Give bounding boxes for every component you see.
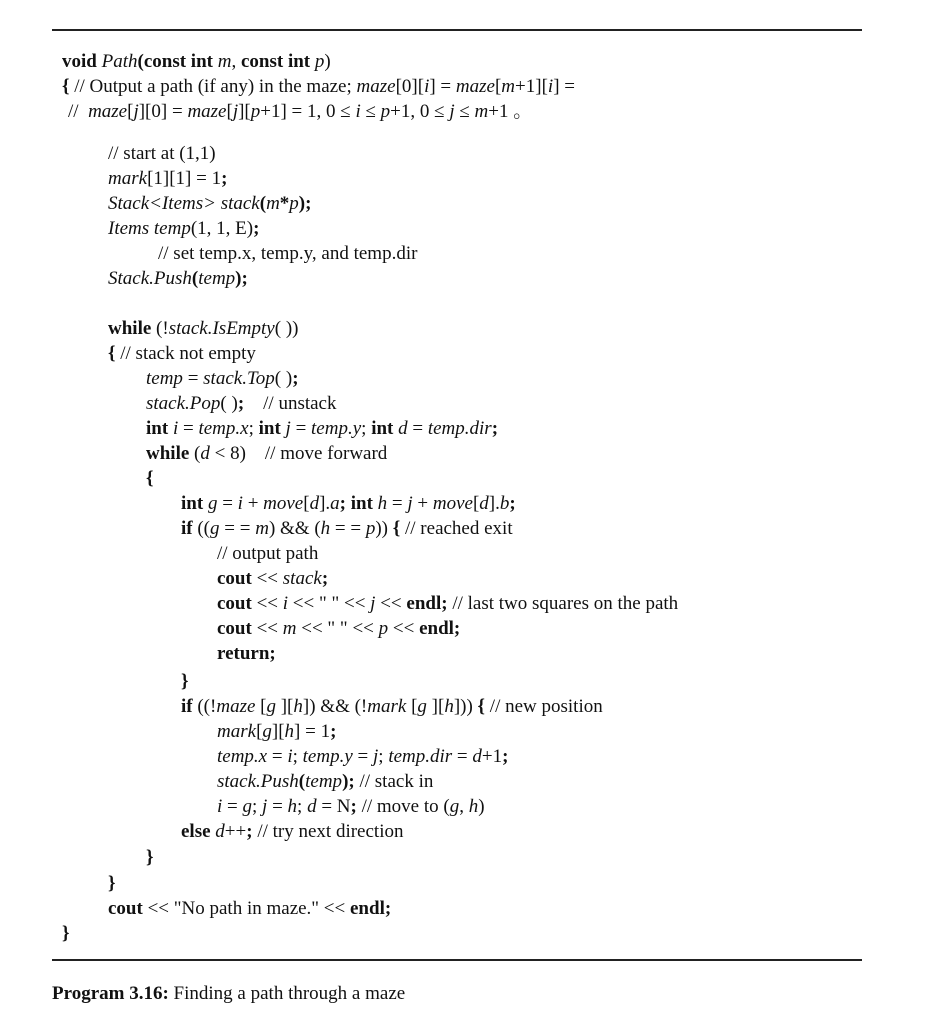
code-token: } — [108, 873, 116, 894]
code-token: , — [459, 796, 469, 817]
code-token: = — [352, 746, 373, 767]
code-token: { — [472, 696, 490, 717]
code-token: ])) — [453, 696, 473, 717]
code-token: ( ) — [274, 368, 293, 389]
code-token: p — [378, 618, 389, 639]
code-token: maze — [88, 101, 128, 122]
code-line — [181, 492, 516, 516]
code-token: ][ — [271, 721, 285, 742]
code-token: return; — [217, 643, 276, 664]
code-line — [217, 617, 460, 641]
code-line — [217, 642, 276, 666]
code-token: ; — [361, 418, 372, 439]
code-line — [62, 922, 70, 946]
code-token: maze — [187, 101, 227, 122]
code-token: i — [424, 76, 430, 97]
code-token: i — [282, 593, 289, 614]
code-line — [181, 517, 513, 541]
code-line — [146, 417, 498, 441]
code-token: j — [285, 418, 291, 439]
code-token: ( )) — [274, 318, 299, 339]
code-token: = — [452, 746, 473, 767]
code-token: j — [373, 746, 379, 767]
code-token: m — [282, 618, 297, 639]
code-token: ; — [297, 796, 308, 817]
code-token: // last two squares on the path — [452, 593, 679, 614]
code-token: = — [387, 493, 408, 514]
code-line — [181, 820, 403, 844]
code-token: ][0] = — [138, 101, 188, 122]
code-token: < 8) // move forward — [209, 443, 388, 464]
code-token: i — [287, 746, 293, 767]
code-token: { — [146, 468, 154, 489]
code-token: i — [355, 101, 361, 122]
code-token: ]. — [319, 493, 331, 514]
code-token: << — [375, 593, 407, 614]
code-token: j — [232, 101, 239, 122]
code-token: ++ — [224, 821, 247, 842]
code-token: = — [407, 418, 428, 439]
code-token: // output path — [217, 543, 319, 564]
code-line — [217, 795, 485, 819]
code-token: ; — [252, 796, 263, 817]
code-token: p — [250, 101, 261, 122]
code-token: ; — [292, 746, 303, 767]
code-token: // start at (1,1) — [108, 143, 216, 164]
code-token: = = — [219, 518, 256, 539]
code-token: m — [501, 76, 516, 97]
code-token: +1, 0 ≤ — [390, 101, 450, 122]
code-token: ( — [259, 193, 267, 214]
code-line — [108, 317, 298, 341]
code-token: ] = 1 — [294, 721, 331, 742]
code-token: } — [62, 923, 70, 944]
code-token: [ — [406, 696, 418, 717]
code-token: d — [472, 746, 482, 767]
code-token: << "No path in maze." << — [147, 898, 350, 919]
code-token: d — [309, 493, 320, 514]
code-token: [ — [127, 101, 134, 122]
code-token: mark — [217, 721, 257, 742]
code-token: int — [258, 418, 286, 439]
code-token: mark — [367, 696, 407, 717]
code-token: h — [320, 518, 331, 539]
code-token: , — [231, 51, 241, 72]
code-token: << — [388, 618, 420, 639]
code-line — [217, 592, 678, 616]
code-token: endl; — [419, 618, 461, 639]
code-line — [146, 442, 387, 466]
code-token: [ — [472, 493, 480, 514]
code-token: mark — [108, 168, 148, 189]
code-token: h — [293, 696, 303, 717]
code-token: { — [388, 518, 405, 539]
code-token: [ — [303, 493, 310, 514]
code-line — [146, 392, 337, 416]
code-line — [108, 217, 259, 241]
code-token: // set temp.x, temp.y, and temp.dir — [158, 243, 418, 264]
code-token: ≤ — [454, 101, 475, 122]
code-token: +1 。 — [488, 101, 533, 122]
code-token: [ — [255, 696, 267, 717]
code-token: temp — [305, 771, 343, 792]
code-token: + — [412, 493, 433, 514]
code-token: // move to ( — [356, 796, 450, 817]
code-token: (const int — [137, 51, 218, 72]
code-token: = = — [330, 518, 366, 539]
code-token: cout — [108, 898, 148, 919]
code-token: ]. — [488, 493, 500, 514]
code-token: [ — [226, 101, 233, 122]
code-token: { — [62, 76, 75, 97]
code-token: Items temp — [108, 218, 191, 239]
code-token: m — [474, 101, 489, 122]
code-token: cout — [217, 593, 257, 614]
code-token: ( — [298, 771, 306, 792]
code-token: } — [181, 671, 189, 692]
code-token: maze — [216, 696, 256, 717]
code-token: j — [370, 593, 376, 614]
code-token: (1, 1, E) — [190, 218, 254, 239]
code-token: endl; — [406, 593, 453, 614]
code-token: << — [256, 618, 283, 639]
code-line — [108, 167, 227, 191]
code-line — [108, 897, 391, 921]
code-token: = — [290, 418, 312, 439]
code-token: temp — [198, 268, 236, 289]
code-token: ; — [248, 418, 259, 439]
code-token: temp.y — [302, 746, 353, 767]
code-token: ; — [221, 168, 228, 189]
code-token: // new position — [489, 696, 603, 717]
code-token: ]) && (! — [302, 696, 368, 717]
code-line — [181, 695, 603, 719]
code-token: ; — [330, 721, 337, 742]
code-token: stack — [282, 568, 322, 589]
code-token: ); — [235, 268, 248, 289]
code-line — [217, 542, 318, 566]
code-token: [0][ — [395, 76, 425, 97]
code-token: ( — [194, 443, 201, 464]
code-token: d — [479, 493, 489, 514]
code-token: [ — [256, 721, 263, 742]
code-token: ( ) — [220, 393, 238, 414]
code-line — [108, 192, 311, 216]
code-token: (( — [197, 518, 211, 539]
code-token: p — [365, 518, 376, 539]
code-token: ][ — [426, 696, 445, 717]
code-token: stack.IsEmpty — [168, 318, 275, 339]
code-token: stack.Push — [217, 771, 299, 792]
code-token: +1] = 1, 0 ≤ — [260, 101, 356, 122]
code-token: g — [417, 696, 427, 717]
code-token: ); — [342, 771, 355, 792]
code-token: // Output a path (if any) in the maze; — [74, 76, 357, 97]
code-token: j — [449, 101, 455, 122]
code-token: << " " << — [296, 618, 379, 639]
code-token: d — [398, 418, 408, 439]
code-token: ][ — [238, 101, 251, 122]
code-token: ; — [253, 218, 260, 239]
code-token: cout — [217, 568, 257, 589]
code-token: m — [266, 193, 280, 214]
code-token: endl; — [350, 898, 392, 919]
caption-text: Finding a path through a maze — [168, 983, 406, 1004]
code-token: [ — [494, 76, 502, 97]
code-token: maze — [356, 76, 396, 97]
code-token: (! — [156, 318, 169, 339]
code-token: cout — [217, 618, 257, 639]
code-token: i — [172, 418, 179, 439]
code-token: if — [181, 518, 198, 539]
code-token: int — [371, 418, 399, 439]
code-token: else — [181, 821, 216, 842]
code-token: int — [181, 493, 208, 514]
code-token: d — [200, 443, 210, 464]
code-token: [1][1] = 1 — [147, 168, 222, 189]
code-token: h — [468, 796, 479, 817]
code-token: h — [284, 721, 295, 742]
code-token: Path — [101, 51, 138, 72]
code-token: while — [146, 443, 195, 464]
code-token: h — [444, 696, 454, 717]
code-token: ; — [491, 418, 499, 439]
code-token: i — [217, 796, 223, 817]
code-token: * — [279, 193, 290, 214]
figure-caption — [52, 982, 405, 1006]
code-token: ) — [324, 51, 331, 72]
code-token: j — [133, 101, 139, 122]
code-token: ; — [502, 746, 509, 767]
code-token: ((! — [197, 696, 217, 717]
code-token: temp.y — [311, 418, 362, 439]
code-token: void — [62, 51, 102, 72]
code-line — [181, 670, 189, 694]
code-token: ) — [478, 796, 485, 817]
code-token: g — [242, 796, 252, 817]
code-token: << " " << — [288, 593, 371, 614]
code-token: = — [178, 418, 199, 439]
code-token: j — [407, 493, 413, 514]
code-token: b — [499, 493, 510, 514]
code-token: ; — [509, 493, 516, 514]
code-token: ; int — [339, 493, 378, 514]
code-token: // — [68, 101, 89, 122]
code-token: ; — [378, 746, 389, 767]
code-token: = — [217, 493, 238, 514]
code-line — [217, 770, 433, 794]
code-token: while — [108, 318, 157, 339]
code-token: ) && ( — [268, 518, 321, 539]
code-token: p — [380, 101, 391, 122]
code-token: g — [207, 493, 218, 514]
code-token: d — [215, 821, 225, 842]
code-token: )) — [375, 518, 388, 539]
bottom-rule — [52, 959, 862, 961]
caption-label: Program 3.16: — [52, 983, 169, 1004]
code-line — [146, 467, 154, 491]
code-token: move — [432, 493, 473, 514]
code-token: d — [307, 796, 317, 817]
code-token: if — [181, 696, 198, 717]
code-token: Stack.Push — [108, 268, 192, 289]
code-token: temp — [146, 368, 183, 389]
code-line — [62, 75, 575, 99]
code-token: i — [547, 76, 554, 97]
code-token: g — [262, 721, 272, 742]
code-token: // reached exit — [405, 518, 513, 539]
top-rule — [52, 29, 862, 31]
code-token: g — [266, 696, 276, 717]
code-token: p — [314, 51, 325, 72]
code-token: i — [237, 493, 243, 514]
code-token: h — [287, 796, 298, 817]
code-line — [158, 242, 417, 266]
code-token: ; — [321, 568, 329, 589]
code-token: ; — [246, 821, 253, 842]
code-token: p — [289, 193, 299, 214]
code-line — [68, 100, 532, 124]
code-line — [146, 367, 299, 391]
code-token: ] = — [429, 76, 456, 97]
code-token: g — [210, 518, 220, 539]
code-token: m — [217, 51, 232, 72]
code-token: g — [449, 796, 460, 817]
code-token: m — [255, 518, 269, 539]
code-token: ( — [191, 268, 199, 289]
code-token: temp.dir — [427, 418, 492, 439]
code-token: h — [377, 493, 388, 514]
code-line — [217, 567, 328, 591]
code-token: maze — [455, 76, 495, 97]
code-token: // stack not empty — [120, 343, 256, 364]
code-token: ); — [298, 193, 312, 214]
code-token: ][ — [275, 696, 294, 717]
code-token: } — [146, 847, 154, 868]
code-token: ; — [292, 368, 299, 389]
code-line — [108, 267, 248, 291]
code-token: << — [256, 593, 283, 614]
code-line — [108, 872, 116, 896]
code-token: // stack in — [354, 771, 434, 792]
code-token: temp.x — [198, 418, 249, 439]
code-token: a — [330, 493, 340, 514]
code-token: +1][ — [515, 76, 548, 97]
code-token: stack.Pop — [146, 393, 221, 414]
code-token: = N — [316, 796, 351, 817]
code-token: temp.dir — [388, 746, 453, 767]
code-line — [217, 720, 336, 744]
code-token: Stack<Items> stack — [108, 193, 260, 214]
code-line — [108, 342, 256, 366]
code-token: + — [242, 493, 264, 514]
code-line — [108, 142, 216, 166]
code-token: ≤ — [360, 101, 381, 122]
code-token: << — [256, 568, 283, 589]
code-token: ; — [237, 393, 245, 414]
code-token: move — [263, 493, 304, 514]
code-token: +1 — [481, 746, 503, 767]
code-token: // unstack — [244, 393, 337, 414]
code-token: j — [262, 796, 268, 817]
code-token: = — [222, 796, 243, 817]
code-token: const int — [240, 51, 315, 72]
code-token: temp.x — [217, 746, 268, 767]
code-token: // try next direction — [252, 821, 404, 842]
code-line — [146, 846, 154, 870]
code-token: ] = — [553, 76, 575, 97]
code-token: = — [267, 796, 288, 817]
code-token: { — [108, 343, 121, 364]
code-token: stack.Top — [203, 368, 275, 389]
code-line — [62, 50, 331, 74]
code-token: = — [267, 746, 288, 767]
code-token: ; — [350, 796, 357, 817]
code-line — [217, 745, 508, 769]
code-token: = — [182, 368, 204, 389]
code-token: int — [146, 418, 173, 439]
